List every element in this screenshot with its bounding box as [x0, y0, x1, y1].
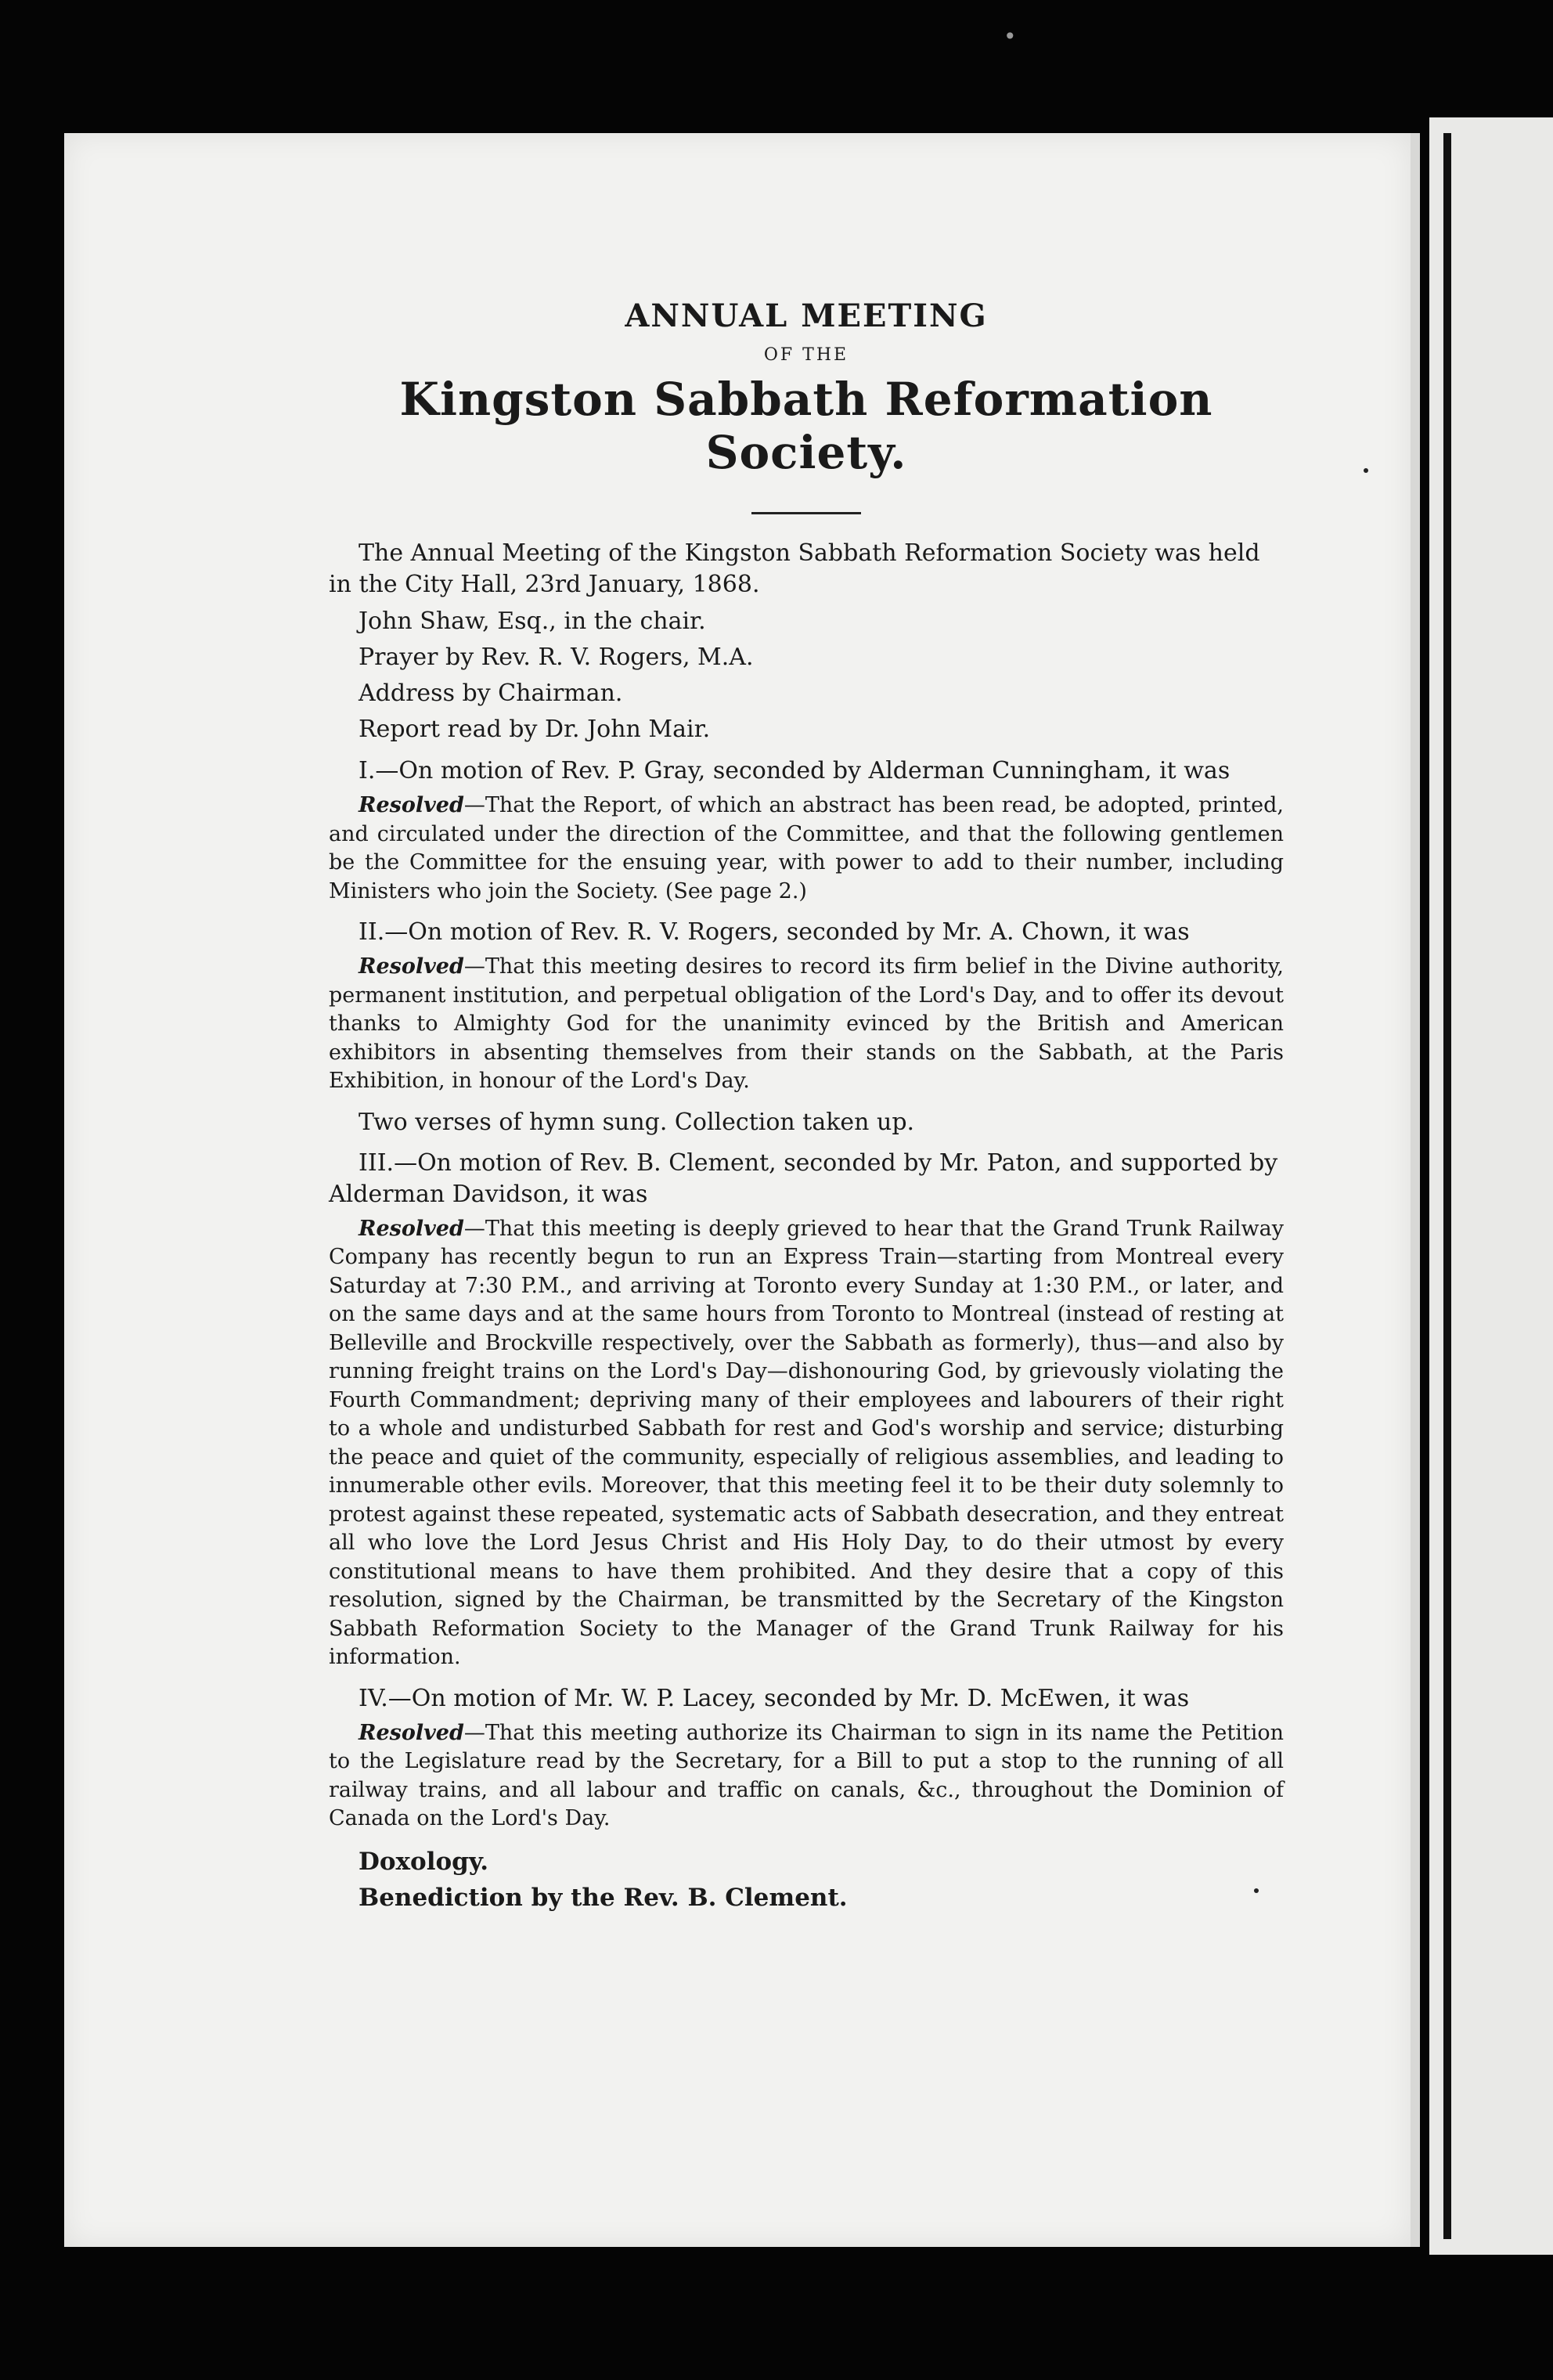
subheading: OF THE	[763, 345, 849, 365]
hymn-line: Two verses of hymn sung. Collection taken up.	[359, 1108, 915, 1136]
resolution-3	[329, 1215, 1284, 1672]
scan-mark: •	[1004, 23, 1017, 49]
document-content	[329, 298, 1284, 1917]
motion-3: III.—On motion of Rev. B. Clement, seconded by Mr. Paton, and supported by Alderman Davidson, it was	[329, 1149, 1278, 1208]
motion-1: I.—On motion of Rev. P. Gray, seconded by Alderman Cunningham, it was	[359, 757, 1231, 784]
resolved-label: Resolved	[359, 1216, 464, 1241]
speck-mark	[1364, 468, 1368, 473]
society-title: Kingston Sabbath Reformation Society.	[399, 373, 1213, 479]
resolution-text: —That this meeting desires to record its firm belief in the Divine authority, permanent institution, and perpetual obligation of the Lord's Day, and to offer its devout thanks to Almighty God for the unanimity evinced by the British and American exhibitors in absenting themselves from their stands on the Sabbath, at the Paris Exhibition, in honour of the Lord's Day.	[329, 954, 1284, 1093]
speck-mark	[1254, 1888, 1259, 1893]
resolution-2	[329, 953, 1284, 1096]
adjacent-page-strip	[1429, 117, 1553, 2255]
resolution-text: —That this meeting authorize its Chairman to sign in its name the Petition to the Legislature read by the Secretary, for a Bill to put a stop to the running of all railway trains, and all labour and traffic on canals, &c., throughout the Dominion of Canada on the Lord's Day.	[329, 1720, 1284, 1830]
divider	[751, 512, 861, 514]
heading: ANNUAL MEETING	[625, 298, 988, 334]
resolution-1	[329, 792, 1284, 906]
chair-line: John Shaw, Esq., in the chair.	[359, 608, 706, 635]
address-line: Address by Chairman.	[359, 680, 623, 707]
resolution-text: —That this meeting is deeply grieved to hear that the Grand Trunk Railway Company has recently begun to run an Express Train—starting from Montreal every Saturday at 7:30 P.M., and arriving at Toronto every Sunday at 1:30 P.M., or later, and on the same days and at the same hours from Toronto to Montreal (instead of resting at Belleville and Brockville respectively, over the Sabbath as formerly), thus—and also by running freight trains on the Lord's Day—dishonouring God, by grievously violating the Fourth Commandment; depriving many of their employees and labourers of their right to a whole and undisturbed Sabbath for rest and God's worship and service; disturbing the peace and quiet of the community, especially of religious assemblies, and leading to innumerable other evils. Moreover, that this meeting feel it to be their duty solemnly to protest against these repeated, systematic acts of Sabbath desecration, and they entreat all who love the Lord Jesus Christ and His Holy Day, to do their utmost by every constitutional means to have them prohibited. And they desire that a copy of this resolution, signed by the Chairman, be transmitted by the Secretary of the Kingston Sabbath Reformation Society to the Manager of the Grand Trunk Railway for his information.	[329, 1216, 1284, 1669]
prayer-line: Prayer by Rev. R. V. Rogers, M.A.	[359, 644, 754, 671]
resolved-label: Resolved	[359, 954, 464, 979]
resolution-text: —That the Report, of which an abstract has been read, be adopted, printed, and circulated under the direction of the Committee, and that the following gentlemen be the Committee for the ensuing year, with power to add to their number, including Ministers who join the Society. (See page 2.)	[329, 793, 1284, 903]
resolution-4	[329, 1719, 1284, 1834]
page-edge	[1411, 133, 1420, 2247]
motion-2: II.—On motion of Rev. R. V. Rogers, seconded by Mr. A. Chown, it was	[359, 918, 1190, 946]
resolved-label: Resolved	[359, 1720, 464, 1745]
resolved-label: Resolved	[359, 793, 464, 817]
intro-paragraph: The Annual Meeting of the Kingston Sabbath Reformation Society was held in the City Hall, 23rd January, 1868.	[329, 539, 1260, 598]
motion-4: IV.—On motion of Mr. W. P. Lacey, seconded by Mr. D. McEwen, it was	[359, 1684, 1190, 1712]
doxology-line: Doxology.	[359, 1847, 489, 1876]
report-line: Report read by Dr. John Mair.	[359, 716, 711, 743]
benediction-line: Benediction by the Rev. B. Clement.	[359, 1883, 848, 1912]
